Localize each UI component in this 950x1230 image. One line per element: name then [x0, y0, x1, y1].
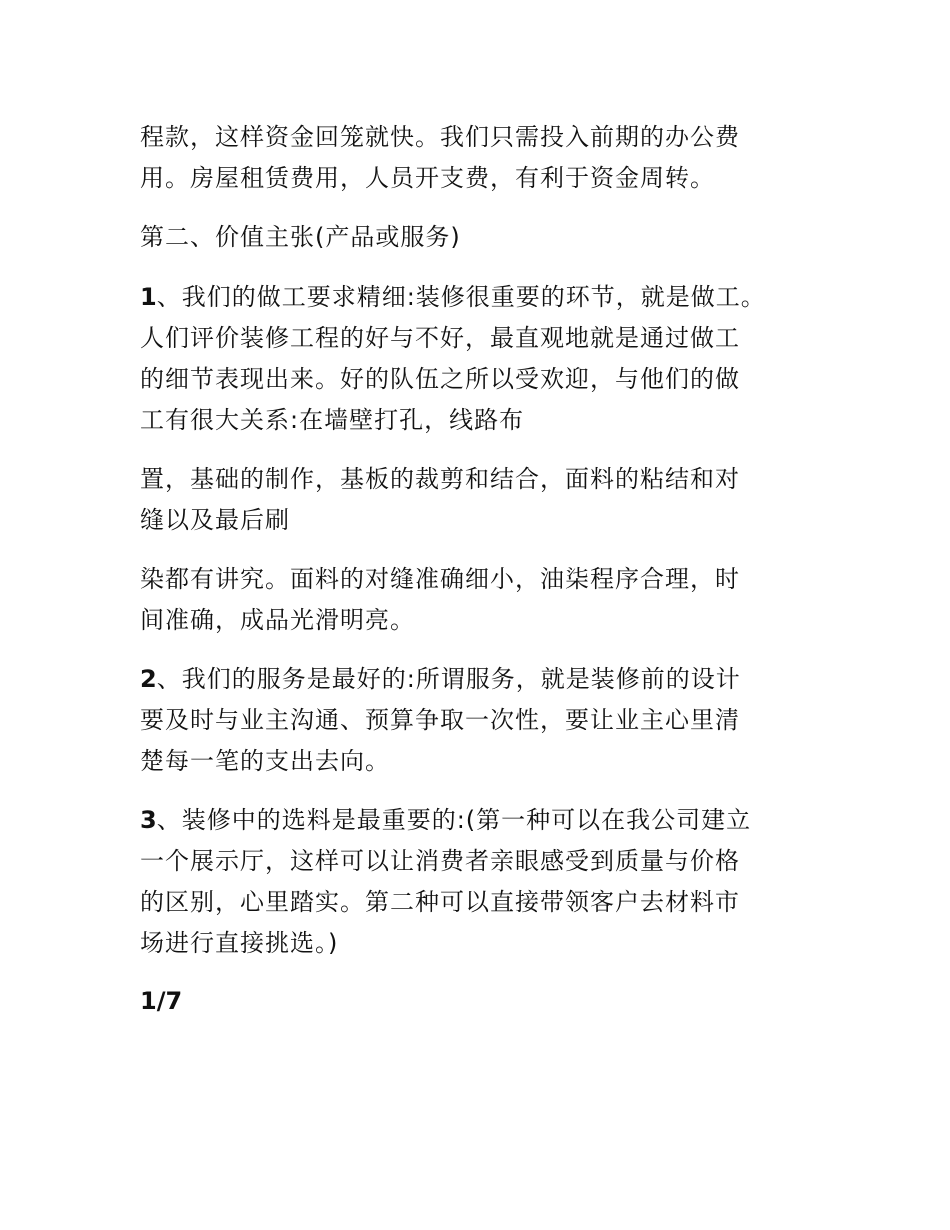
paragraph-1 — [140, 117, 810, 199]
item-number: 2 — [140, 665, 157, 693]
paragraph-line — [140, 277, 810, 318]
paragraph-5 — [140, 659, 810, 782]
paragraph-line: 的区别，心里踏实。第二种可以直接带领客户去材料市 — [140, 888, 740, 916]
paragraph-line-text: 、装修中的选料是最重要的:(第一种可以在我公司建立 — [156, 806, 752, 834]
paragraph-line: 用。房屋租赁费用，人员开支费，有利于资金周转。 — [140, 164, 715, 192]
paragraph-line: 一个展示厅，这样可以让消费者亲眼感受到质量与价格 — [140, 847, 740, 875]
paragraph-6 — [140, 800, 810, 964]
section-heading — [140, 217, 810, 258]
paragraph-line: 置，基础的制作，基板的裁剪和结合，面料的粘结和对 — [140, 465, 740, 493]
paragraph-line: 要及时与业主沟通、预算争取一次性，要让业主心里清 — [140, 706, 740, 734]
paragraph-line: 的细节表现出来。好的队伍之所以受欢迎，与他们的做 — [140, 365, 740, 393]
item-number: 1 — [140, 283, 157, 311]
paragraph-line: 间准确，成品光滑明亮。 — [140, 606, 415, 634]
paragraph-line — [140, 800, 810, 841]
heading-text: 第二、价值主张(产品或服务) — [140, 223, 461, 251]
paragraph-line: 楚每一笔的支出去向。 — [140, 747, 390, 775]
paragraph-line: 程款，这样资金回笼就快。我们只需投入前期的办公费 — [140, 123, 740, 151]
item-number: 3 — [140, 806, 157, 834]
paragraph-line: 人们评价装修工程的好与不好，最直观地就是通过做工 — [140, 324, 740, 352]
paragraph-line: 工有很大关系:在墙壁打孔，线路布 — [140, 406, 525, 434]
paragraph-line — [140, 659, 810, 700]
paragraph-line-text: 、我们的服务是最好的:所谓服务，就是装修前的设计 — [156, 665, 741, 693]
paragraph-line-text: 、我们的做工要求精细:装修很重要的环节，就是做工。 — [156, 283, 766, 311]
paragraph-2 — [140, 277, 810, 441]
paragraph-line: 场进行直接挑选。) — [140, 929, 339, 957]
paragraph-line: 缝以及最后刷 — [140, 506, 290, 534]
paragraph-3 — [140, 459, 810, 541]
page-number: 1/7 — [140, 987, 183, 1015]
paragraph-4 — [140, 559, 810, 641]
paragraph-line: 染都有讲究。面料的对缝准确细小，油柒程序合理，时 — [140, 565, 740, 593]
